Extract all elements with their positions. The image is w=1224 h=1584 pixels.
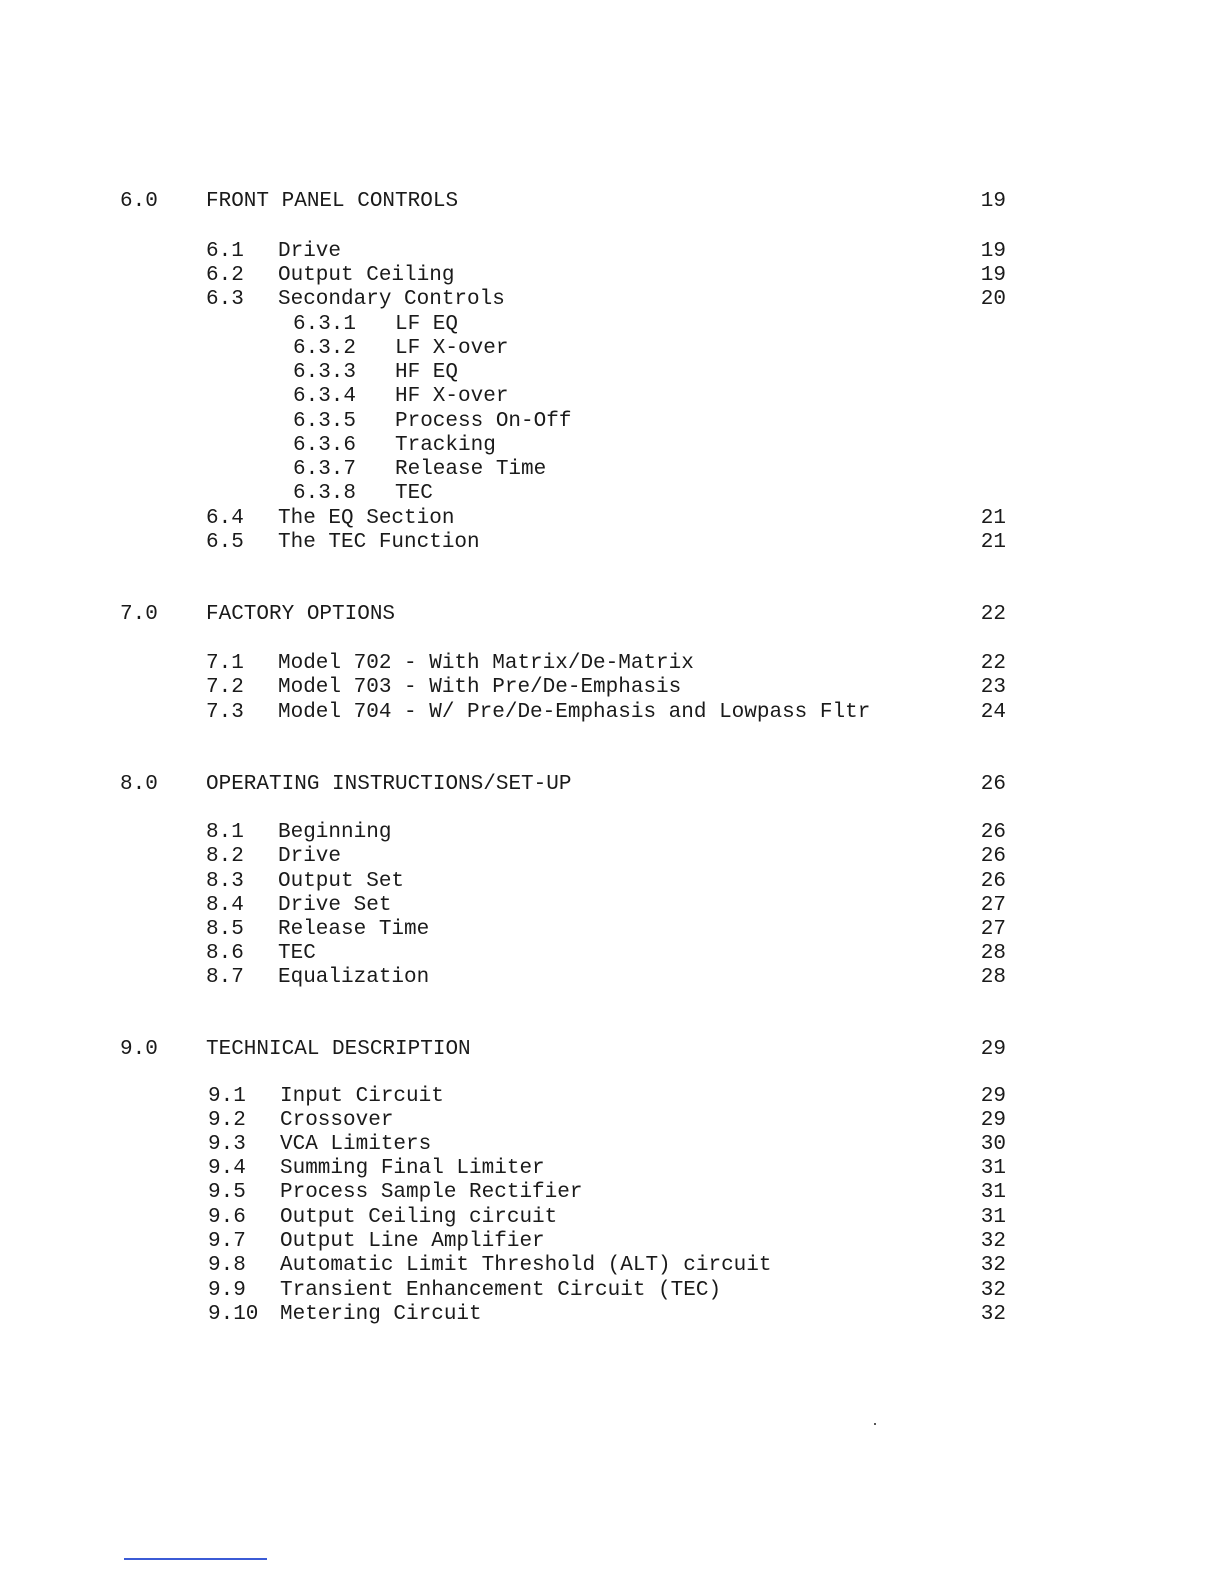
toc-item-number: 8.5 (206, 918, 244, 941)
toc-page-number: 31 (980, 1157, 1006, 1180)
toc-page-number: 27 (980, 894, 1006, 917)
toc-subitem-number: 6.3.5 (293, 410, 357, 433)
toc-page-number: 27 (980, 918, 1006, 941)
toc-subitem-number: 6.3.7 (293, 458, 357, 481)
toc-page-number: 24 (980, 701, 1006, 724)
toc-item-title: Crossover (280, 1109, 394, 1132)
toc-item-number: 7.2 (206, 676, 244, 699)
toc-item-title: Beginning (278, 821, 392, 844)
toc-item-title: Drive (278, 845, 342, 868)
toc-item-number: 7.1 (206, 652, 244, 675)
toc-item-number: 9.8 (208, 1254, 246, 1277)
toc-item-number: 9.9 (208, 1279, 246, 1302)
toc-section-number: 7.0 (120, 603, 158, 626)
toc-page-number: 30 (980, 1133, 1006, 1156)
toc-subitem-number: 6.3.6 (293, 434, 357, 457)
toc-item-number: 8.7 (206, 966, 244, 989)
toc-item-number: 8.3 (206, 870, 244, 893)
toc-page-number: 23 (980, 676, 1006, 699)
toc-item-number: 6.1 (206, 240, 244, 263)
toc-section-title: OPERATING INSTRUCTIONS/SET-UP (206, 773, 572, 796)
toc-item-title: Output Ceiling circuit (280, 1206, 558, 1229)
toc-page-number: 29 (980, 1038, 1006, 1061)
toc-page-number: 32 (980, 1279, 1006, 1302)
toc-page-number: 28 (980, 942, 1006, 965)
toc-subitem-title: Process On-Off (395, 410, 572, 433)
toc-item-title: Model 704 - W/ Pre/De-Emphasis and Lowpass Fltr (278, 701, 871, 724)
toc-page-number: 21 (980, 507, 1006, 530)
toc-page-number: 29 (980, 1085, 1006, 1108)
toc-page-number: 31 (980, 1206, 1006, 1229)
toc-page-number: 32 (980, 1254, 1006, 1277)
footnote-rule (124, 1558, 267, 1560)
toc-item-title: Transient Enhancement Circuit (TEC) (280, 1279, 722, 1302)
toc-item-number: 6.3 (206, 288, 244, 311)
toc-item-title: Drive (278, 240, 342, 263)
toc-page-number: 26 (980, 845, 1006, 868)
toc-item-number: 9.5 (208, 1181, 246, 1204)
toc-item-title: VCA Limiters (280, 1133, 432, 1156)
toc-subitem-title: LF EQ (395, 313, 459, 336)
toc-item-title: The TEC Function (278, 531, 480, 554)
toc-section-number: 9.0 (120, 1038, 158, 1061)
toc-item-number: 8.4 (206, 894, 244, 917)
toc-item-number: 9.3 (208, 1133, 246, 1156)
toc-item-title: Model 703 - With Pre/De-Emphasis (278, 676, 682, 699)
toc-page-number: 22 (980, 603, 1006, 626)
toc-item-title: The EQ Section (278, 507, 455, 530)
toc-section-number: 8.0 (120, 773, 158, 796)
toc-item-title: TEC (278, 942, 316, 965)
toc-item-number: 6.5 (206, 531, 244, 554)
toc-item-title: Secondary Controls (278, 288, 505, 311)
toc-section-title: FRONT PANEL CONTROLS (206, 190, 459, 213)
toc-page-number: 22 (980, 652, 1006, 675)
toc-page-number: 26 (980, 870, 1006, 893)
toc-subitem-number: 6.3.3 (293, 361, 357, 384)
toc-item-number: 8.2 (206, 845, 244, 868)
toc-section-title: FACTORY OPTIONS (206, 603, 396, 626)
toc-item-number: 8.6 (206, 942, 244, 965)
toc-item-number: 9.4 (208, 1157, 246, 1180)
toc-page-number: 20 (980, 288, 1006, 311)
toc-subitem-number: 6.3.2 (293, 337, 357, 360)
toc-section-title: TECHNICAL DESCRIPTION (206, 1038, 471, 1061)
toc-page-number: 29 (980, 1109, 1006, 1132)
toc-item-title: Automatic Limit Threshold (ALT) circuit (280, 1254, 772, 1277)
toc-item-title: Equalization (278, 966, 430, 989)
toc-subitem-title: TEC (395, 482, 433, 505)
toc-subitem-title: Tracking (395, 434, 496, 457)
toc-page-number: 21 (980, 531, 1006, 554)
toc-page-number: 28 (980, 966, 1006, 989)
toc-item-number: 9.1 (208, 1085, 246, 1108)
toc-item-title: Process Sample Rectifier (280, 1181, 583, 1204)
toc-page-number: 26 (980, 821, 1006, 844)
toc-item-title: Metering Circuit (280, 1303, 482, 1326)
toc-subitem-number: 6.3.8 (293, 482, 357, 505)
toc-subitem-number: 6.3.1 (293, 313, 357, 336)
toc-item-title: Output Set (278, 870, 405, 893)
toc-subitem-title: Release Time (395, 458, 547, 481)
toc-page-number: 32 (980, 1303, 1006, 1326)
toc-item-number: 6.2 (206, 264, 244, 287)
toc-page-number: 32 (980, 1230, 1006, 1253)
toc-item-title: Output Line Amplifier (280, 1230, 545, 1253)
toc-page-number: 19 (980, 190, 1006, 213)
toc-item-title: Model 702 - With Matrix/De-Matrix (278, 652, 694, 675)
toc-page-number: 19 (980, 240, 1006, 263)
toc-item-number: 9.7 (208, 1230, 246, 1253)
scan-speck (874, 1423, 876, 1425)
toc-section-number: 6.0 (120, 190, 158, 213)
toc-page-number: 31 (980, 1181, 1006, 1204)
toc-subitem-title: HF X-over (395, 385, 509, 408)
toc-item-title: Input Circuit (280, 1085, 444, 1108)
toc-subitem-title: HF EQ (395, 361, 459, 384)
toc-item-title: Output Ceiling (278, 264, 455, 287)
toc-item-title: Summing Final Limiter (280, 1157, 545, 1180)
toc-item-number: 9.6 (208, 1206, 246, 1229)
toc-item-number: 9.2 (208, 1109, 246, 1132)
toc-item-number: 7.3 (206, 701, 244, 724)
toc-page-number: 26 (980, 773, 1006, 796)
toc-page-number: 19 (980, 264, 1006, 287)
toc-subitem-title: LF X-over (395, 337, 509, 360)
toc-item-number: 6.4 (206, 507, 244, 530)
toc-subitem-number: 6.3.4 (293, 385, 357, 408)
toc-item-title: Drive Set (278, 894, 392, 917)
toc-item-number: 8.1 (206, 821, 244, 844)
toc-item-title: Release Time (278, 918, 430, 941)
toc-item-number: 9.10 (208, 1303, 259, 1326)
